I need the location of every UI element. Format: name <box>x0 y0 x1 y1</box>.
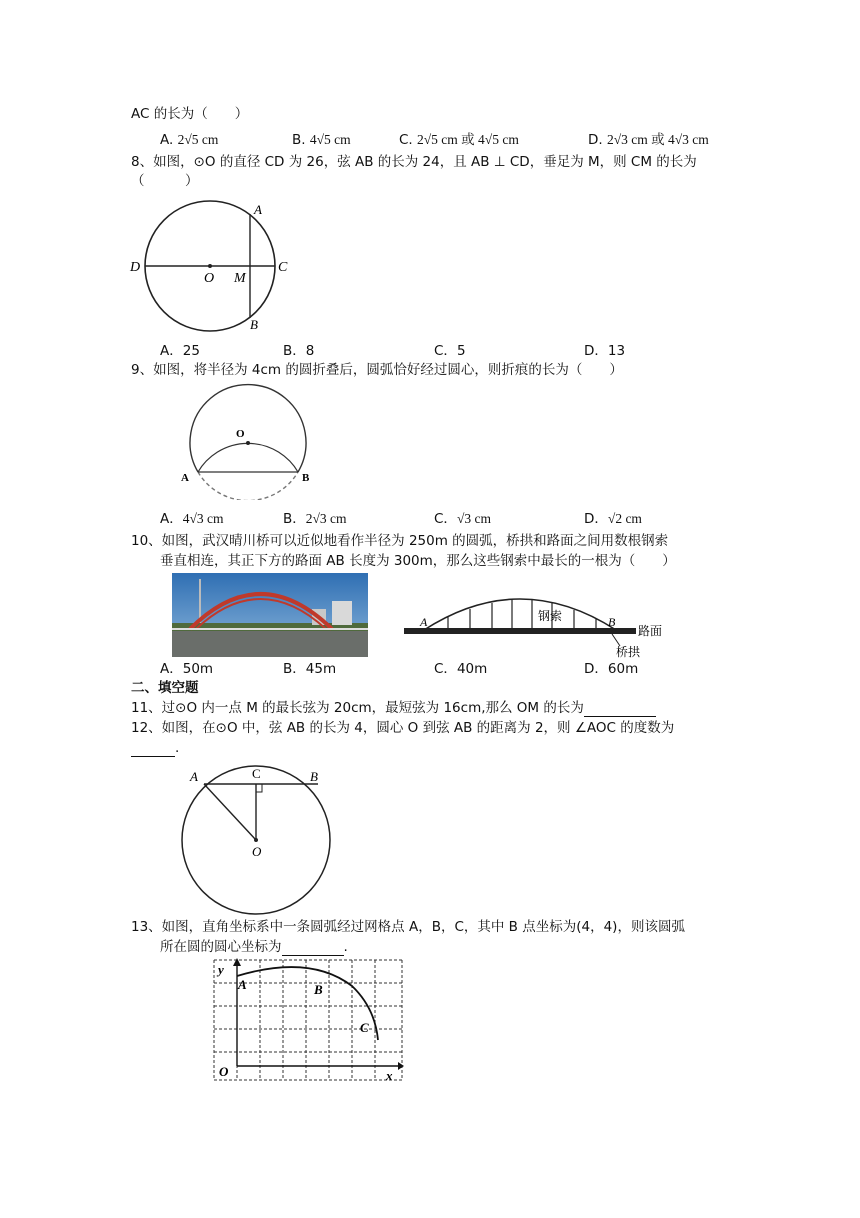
q10-label-road: 路面 <box>638 624 663 638</box>
q8-label-a: A <box>254 202 262 217</box>
option-value: 45m <box>305 661 337 677</box>
q13-stem-line2 <box>160 938 348 956</box>
q7-option-c[interactable] <box>399 131 519 149</box>
q11-answer-blank[interactable] <box>584 702 656 717</box>
q13-x-arrow <box>398 1062 404 1070</box>
option-letter: D. <box>588 132 603 148</box>
option-letter: A． <box>160 343 183 359</box>
q10-label-b: B <box>608 615 616 629</box>
option-letter: C． <box>434 661 457 677</box>
q8-option-b[interactable] <box>283 342 314 360</box>
q13-label-c: C <box>360 1020 369 1035</box>
option-letter: C． <box>434 343 457 359</box>
q9-circle-upper <box>190 385 306 472</box>
q9-figure <box>178 380 318 500</box>
q8-center-dot <box>208 264 212 268</box>
q9-label-b: B <box>302 472 310 484</box>
q7-option-d[interactable] <box>588 131 709 149</box>
q13-text: 所在圆的圆心坐标为 <box>160 939 282 955</box>
q8-stem-line1: 8、如图，⊙O 的直径 CD 为 26，弦 AB 的长为 24，且 AB ⊥ CD，垂足为 M，则 CM 的长为 <box>131 154 697 170</box>
water <box>172 629 368 657</box>
q8-option-a[interactable] <box>160 342 200 360</box>
q10-bridge-photo <box>172 573 368 657</box>
option-letter: D． <box>584 343 608 359</box>
option-value: 13 <box>607 343 626 359</box>
q12-segment-oa <box>204 784 256 840</box>
option-letter: B. <box>292 132 306 148</box>
q12-stem-line2 <box>131 739 179 757</box>
q8-label-d: D <box>130 260 141 275</box>
option-letter: C. <box>399 132 413 148</box>
q7-option-a[interactable] <box>160 131 218 149</box>
q10-stem-line2: 垂直相连，其正下方的路面 AB 长度为 300m，那么这些钢索中最长的一根为（ ） <box>160 553 676 569</box>
q10-option-d[interactable] <box>584 660 638 678</box>
q10-road-deck <box>404 628 636 634</box>
q8-stem-line2: （ ） <box>131 173 199 189</box>
building <box>332 601 352 625</box>
option-value: √2 cm <box>607 511 642 526</box>
option-value: 2√3 cm <box>305 511 347 526</box>
q9-option-b[interactable] <box>283 510 347 528</box>
q7-stem-tail: AC 的长为（ ） <box>131 106 249 122</box>
option-value: 40m <box>456 661 488 677</box>
q13-label-x: x <box>386 1068 393 1083</box>
q8-label-o: O <box>204 271 215 286</box>
q9-option-c[interactable] <box>434 510 491 528</box>
q8-label-b: B <box>250 317 258 332</box>
q13-period: . <box>343 939 348 955</box>
q11-text: 11、过⊙O 内一点 M 的最长弦为 20cm，最短弦为 16cm,那么 OM 的长为 <box>131 700 584 716</box>
q9-label-o: O <box>236 428 245 440</box>
q13-stem-line1: 13、如图，直角坐标系中一条圆弧经过网格点 A，B，C，其中 B 点坐标为(4，4)，则该圆弧 <box>131 919 685 935</box>
q8-option-c[interactable] <box>434 342 466 360</box>
option-letter: B． <box>283 343 306 359</box>
section-title: 二、填空题 <box>131 680 199 696</box>
q12-center-dot <box>254 838 258 842</box>
q12-label-a: A <box>190 769 198 784</box>
option-letter: A． <box>160 511 183 527</box>
q10-figure <box>402 588 682 660</box>
q9-label-a: A <box>181 472 189 484</box>
q12-label-o: O <box>252 844 262 859</box>
q13-answer-blank[interactable] <box>282 941 344 956</box>
option-value: 60m <box>607 661 639 677</box>
option-value: 4√5 cm <box>309 132 351 147</box>
option-letter: D． <box>584 511 608 527</box>
q12-figure <box>178 764 338 916</box>
q10-label-cable: 钢索 <box>538 609 563 623</box>
q7-option-b[interactable] <box>292 131 351 149</box>
q10-option-c[interactable] <box>434 660 487 678</box>
option-value: 50m <box>182 661 214 677</box>
q13-y-arrow <box>233 958 241 966</box>
option-letter: B． <box>283 511 306 527</box>
option-letter: D． <box>584 661 608 677</box>
q12-label-c: C <box>252 766 261 781</box>
option-value: 4√3 cm <box>182 511 224 526</box>
q13-label-a: A <box>238 977 247 992</box>
option-letter: A. <box>160 132 174 148</box>
q9-center-dot <box>246 441 250 445</box>
q9-circle-lower-dashed <box>198 472 298 500</box>
q10-label-a: A <box>420 615 428 629</box>
q12-stem-line1: 12、如图，在⊙O 中，弦 AB 的长为 4，圆心 O 到弦 AB 的距离为 2，则 ∠AOC 的度数为 <box>131 720 675 736</box>
q10-cables <box>448 600 596 628</box>
q10-label-arch: 桥拱 <box>616 645 641 659</box>
q12-period: . <box>175 740 180 756</box>
q13-figure <box>210 956 406 1084</box>
q9-folded-arc <box>198 443 298 472</box>
option-letter: C． <box>434 511 457 527</box>
q10-option-a[interactable] <box>160 660 213 678</box>
q8-figure <box>128 196 298 336</box>
option-value: 2√5 cm 或 4√5 cm <box>417 132 519 147</box>
q9-option-a[interactable] <box>160 510 224 528</box>
q13-label-y: y <box>218 962 224 977</box>
q12-right-angle-mark <box>256 784 262 792</box>
option-letter: A． <box>160 661 183 677</box>
option-value: 8 <box>305 343 315 359</box>
q13-label-o: O <box>219 1064 229 1079</box>
q9-stem: 9、如图，将半径为 4cm 的圆折叠后，圆弧恰好经过圆心，则折痕的长为（ ） <box>131 362 623 378</box>
option-value: √3 cm <box>456 511 491 526</box>
q9-option-d[interactable] <box>584 510 642 528</box>
q10-option-b[interactable] <box>283 660 336 678</box>
option-value: 2√5 cm <box>177 132 219 147</box>
option-value: 2√3 cm 或 4√3 cm <box>606 132 709 147</box>
q8-label-c: C <box>278 260 288 275</box>
q11-stem <box>131 699 656 717</box>
q12-label-b: B <box>310 769 318 784</box>
q13-label-b: B <box>314 982 323 997</box>
option-letter: B． <box>283 661 306 677</box>
option-value: 5 <box>456 343 466 359</box>
option-value: 25 <box>182 343 200 359</box>
q10-arch <box>424 599 616 630</box>
q8-label-m: M <box>234 271 246 286</box>
q8-option-d[interactable] <box>584 342 625 360</box>
q10-stem-line1: 10、如图，武汉晴川桥可以近似地看作半径为 250m 的圆弧，桥拱和路面之间用数根钢索 <box>131 533 669 549</box>
q12-answer-blank[interactable] <box>131 742 175 757</box>
